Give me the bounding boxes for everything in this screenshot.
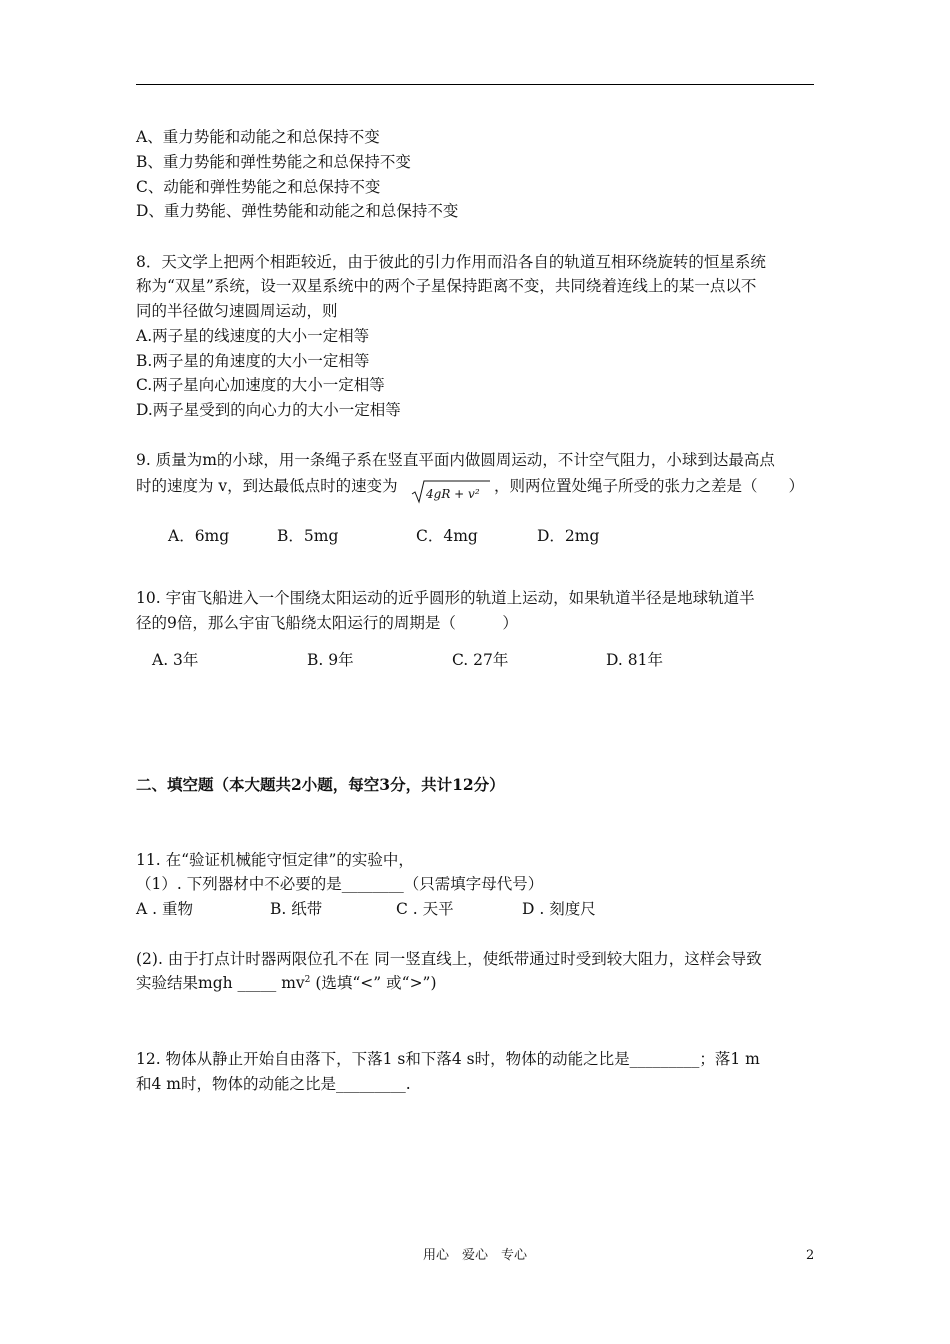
q10-stem-line1: 10. 宇宙飞船进入一个围绕太阳运动的近乎圆形的轨道上运动，如果轨道半径是地球轨道半 — [136, 589, 755, 607]
q12-stem-line1: 12. 物体从静止开始自由落下，下落1 s和下落4 s时，物体的动能之比是_________；落1 m — [136, 1050, 760, 1068]
q12-stem-line2: 和4 m时，物体的动能之比是_________. — [136, 1075, 411, 1093]
sqrt-expression-text: 4gR + v² — [426, 487, 480, 501]
q11-stem: 11. 在“验证机械能守恒定律”的实验中， — [136, 851, 414, 869]
page-number: 2 — [806, 1248, 815, 1263]
q11-option-c: C . 天平 — [396, 900, 454, 918]
q7-option-b: B、重力势能和弹性势能之和总保持不变 — [136, 153, 411, 171]
q11-part2-line2: 实验结果mgh _____ $mv^2$ (选填“<” 或“>”) — [136, 974, 437, 992]
footer-motto: 用心 爱心 专心 — [422, 1248, 527, 1263]
q10-option-b: B. 9年 — [307, 651, 354, 669]
q9-option-d: D．2mg — [537, 527, 600, 545]
q7-option-c: C、动能和弹性势能之和总保持不变 — [136, 178, 381, 196]
q10-option-a: A. 3年 — [152, 651, 199, 669]
section-heading: 二、填空题（本大题共2小题，每空3分，共计12分） — [136, 775, 505, 794]
q8-stem-line2: 称为“双星”系统，设一双星系统中的两个子星保持距离不变，共同绕着连线上的某一点以不 — [136, 277, 757, 295]
q9-stem-line1: 9. 质量为m的小球，用一条绳子系在竖直平面内做圆周运动，不计空气阻力，小球到达最高点 — [136, 451, 775, 469]
q8-option-b: B.两子星的角速度的大小一定相等 — [136, 352, 370, 370]
q10-option-c: C. 27年 — [452, 651, 509, 669]
superscript-two: 2 — [304, 974, 311, 985]
q9-option-a: A．6mg — [168, 527, 230, 545]
q10-stem-line2: 径的9倍，那么宇宙飞船绕太阳运行的周期是（ ） — [136, 614, 518, 632]
q8-option-a: A.两子星的线速度的大小一定相等 — [136, 327, 370, 345]
header-rule — [136, 84, 814, 85]
q9-stem-line2-b: ，则两位置处绳子所受的张力之差是（ ） — [494, 477, 805, 495]
q11-option-a: A . 重物 — [136, 900, 193, 918]
q8-option-d: D.两子星受到的向心力的大小一定相等 — [136, 401, 401, 419]
q11-option-d: D . 刻度尺 — [522, 900, 596, 918]
q11-part1: （1）. 下列器材中不必要的是________（只需填字母代号） — [136, 875, 544, 893]
q7-option-a: A、重力势能和动能之和总保持不变 — [136, 128, 380, 146]
q9-option-c: C．4mg — [416, 527, 478, 545]
q9-stem-line2-a: 时的速度为 v，到达最低点时的速变为 — [136, 477, 398, 495]
q9-option-b: B．5mg — [277, 527, 339, 545]
q11-part2-line1: (2). 由于打点计时器两限位孔不在 同一竖直线上，使纸带通过时受到较大阻力，这样会导致 — [136, 950, 762, 968]
q8-stem-line1: 8．天文学上把两个相距较近，由于彼此的引力作用而沿各自的轨道互相环绕旋转的恒星系统 — [136, 253, 766, 271]
q10-option-d: D. 81年 — [606, 651, 663, 669]
q7-option-d: D、重力势能、弹性势能和动能之和总保持不变 — [136, 202, 459, 220]
q8-option-c: C.两子星向心加速度的大小一定相等 — [136, 376, 385, 394]
q11-option-b: B. 纸带 — [270, 900, 323, 918]
q8-stem-line3: 同的半径做匀速圆周运动，则 — [136, 302, 338, 320]
sqrt-expression — [410, 478, 492, 506]
